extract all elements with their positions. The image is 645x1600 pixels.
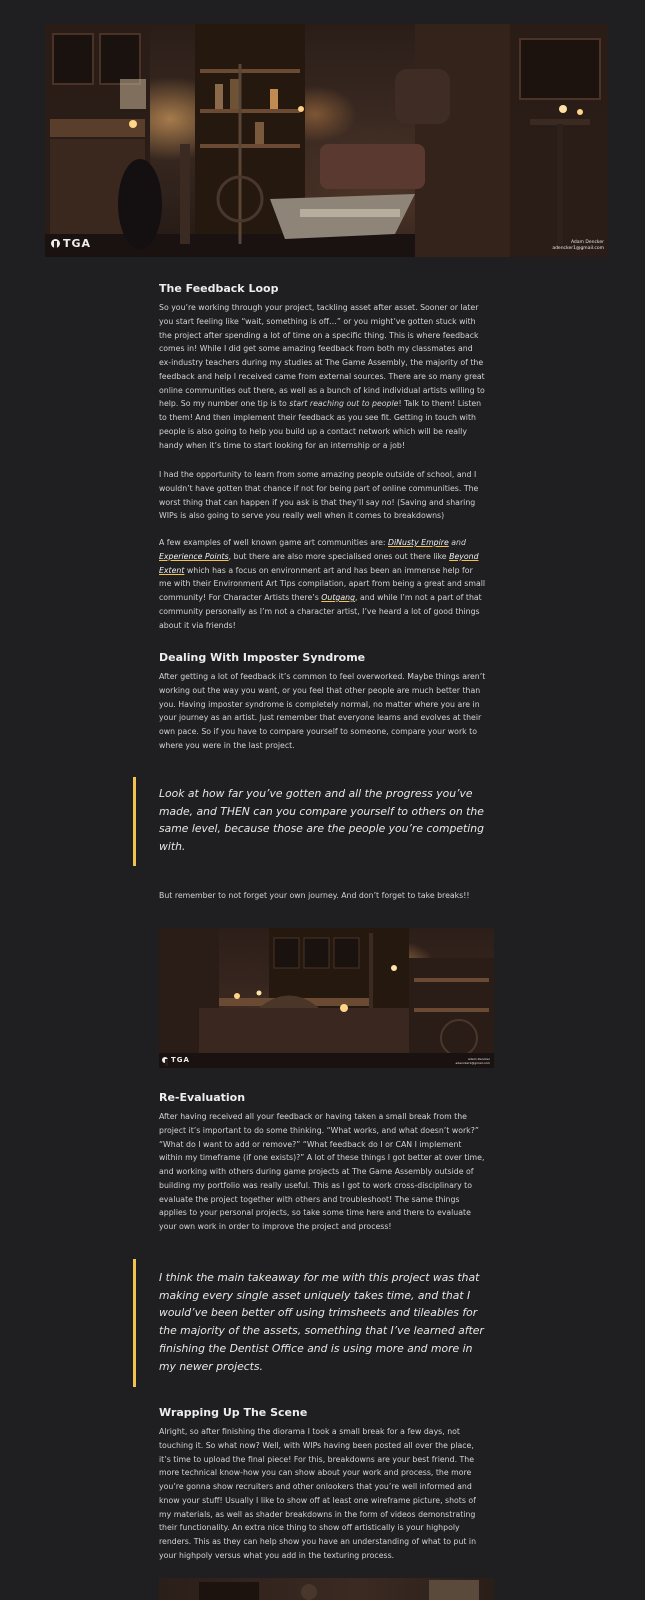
text-span: and (448, 538, 466, 547)
paragraph-feedback-3 (159, 536, 486, 632)
tga-logo (51, 237, 91, 250)
paragraph-imposter-2: But remember to not forget your own journey. And don’t forget to take breaks!! (159, 891, 470, 900)
tga-logo-text: TGA (63, 237, 92, 250)
heading-wrapping-up: Wrapping Up The Scene (159, 1406, 308, 1419)
render-image-3 (159, 1578, 494, 1600)
hero-render-image (45, 24, 608, 257)
paragraph-re-evaluation: After having received all your feedback or having taken a small break from the project it’s important to do some thinking. “What works, and what doesn’t work?” “What do I want to add or remove?” “What feedback do I or CAN I implement within my timeframe (if one exists)?” A lot of these things I got better at over time, and working with others during game projects at The Game Assembly outside of building my portfolio was really useful. This as I got to work cross-disciplinary to evaluate the project together with others and troubleshoot! The same things applies to your personal projects, so take some time here and there to evaluate your own work in order to improve the project and process! (159, 1112, 485, 1231)
image-credit (552, 240, 604, 252)
heading-imposter-syndrome: Dealing With Imposter Syndrome (159, 651, 366, 664)
render-image-2 (159, 928, 494, 1068)
pull-quote-imposter (133, 777, 489, 866)
render-image-3-illustration (159, 1578, 494, 1600)
link-dinusty-empire[interactable]: DiNusty Empire (388, 538, 449, 547)
pull-quote-takeaway-text: I think the main takeaway for me with this project was that making every single asset uniquely takes time, and that I would’ve been better off using trimsheets and tileables for the majority of the assets, something that I’ve learned after finishing the Dentist Office and is using more and more in my newer projects. (159, 1271, 484, 1373)
link-experience-points[interactable]: Experience Points (159, 551, 229, 561)
text-span: , and while I’m not a part of that community personally as I’m not a character artist, I’ve heard a lot of good things about it via friends! (159, 593, 482, 630)
link-outgang[interactable]: Outgang (321, 593, 356, 602)
tga-logo-text: TGA (171, 1056, 190, 1064)
pull-quote-takeaway (133, 1259, 489, 1387)
image-credit-small (456, 1057, 490, 1065)
paragraph-feedback-2: I had the opportunity to learn from some amazing people outside of school, and I wouldn’t have gotten that chance if not for being part of online communities. The worst thing that can happen if you ask is that they’ll say no! (Saving and sharing WIPs is also going to serve you really well when it comes to breakdowns) (159, 470, 479, 521)
heading-re-evaluation: Re-Evaluation (159, 1091, 246, 1104)
text-span: A few examples of well known game art communities are: (159, 538, 388, 547)
credit-name: Adam Dencker (467, 1057, 490, 1061)
tga-logo-mark-icon (162, 1057, 168, 1063)
tga-logo-small (162, 1056, 190, 1064)
link-beyond-extent[interactable]: Beyond Extent (159, 551, 479, 575)
credit-email: adencker1@gmail.com (552, 246, 604, 251)
paragraph-feedback-1 (159, 301, 486, 452)
credit-name: Adam Dencker (570, 240, 604, 245)
paragraph-wrapping-up: Alright, so after finishing the diorama I took a small break for a few days, not touching it. So what now? Well, with WIPs having been posted all over the place, it’s time to upload the final piece! For this, breakdowns are your best friend. The more technical know-how you can show about your work and process, the more you’re gonna show recruiters and other onlookers that you’re well informed and know your stuff! Usually I like to show off at least one wireframe picture, shots of my materials, as well as shader breakdowns in the form of videos demonstrating their functionality. An extra nice thing to show off artistically is your highpoly renders. This as they can help show you have an understanding of what to put in your highpoly versus what you add in the texturing process. (159, 1427, 477, 1560)
tga-logo-mark-icon (51, 239, 60, 248)
emphasis-text: start reaching out to people (289, 399, 399, 409)
credit-email: adencker1@gmail.com (455, 1061, 490, 1065)
text-span: which has a focus on environment art and has been an immense help for me with their Environment Art Tips compilation, apart from being a great and small community! For Character Artists there’s (159, 565, 486, 602)
text-span: , but there are also more specialised ones out there like (228, 551, 450, 561)
paragraph-imposter-1: After getting a lot of feedback it’s common to feel overworked. Maybe things aren’t working out the way you want, or you feel that other people are much better than you. Having imposter syndrome is completely normal, no matter where you are in your journey as an artist. Just remember that everyone learns and evolves at their own pace. So if you have to compare yourself to someone, compare your work to where you were in the last project. (159, 672, 486, 750)
dentist-office-illustration (45, 24, 608, 257)
text-span: ! Talk to them! Listen to them! And then implement their feedback as you see fit. Getting in touch with people is also going to help you build up a contact network which will be really handy when it’s time to start looking for an internship or a job! (159, 399, 482, 450)
heading-feedback-loop: The Feedback Loop (159, 282, 279, 295)
text-span: So you’re working through your project, tackling asset after asset. Sooner or later you start feeling like “wait, something is off…” or you might’ve gotten stuck with the project after spending a lot of time on a specific thing. This is where feedback comes in! While I did get some amazing feedback from both my classmates and ex-industry teachers during my studies at The Game Assembly, the majority of the feedback and help I received came from external sources. There are so many great online communities out there, as well as a bunch of kind individual artists willing to help. So my number one tip is to (159, 303, 485, 409)
pull-quote-imposter-text: Look at how far you’ve gotten and all the progress you’ve made, and THEN can you compare yourself to others on the same level, because those are the people you’re competing with. (159, 787, 484, 854)
dentist-office-closeup-illustration (159, 928, 494, 1068)
